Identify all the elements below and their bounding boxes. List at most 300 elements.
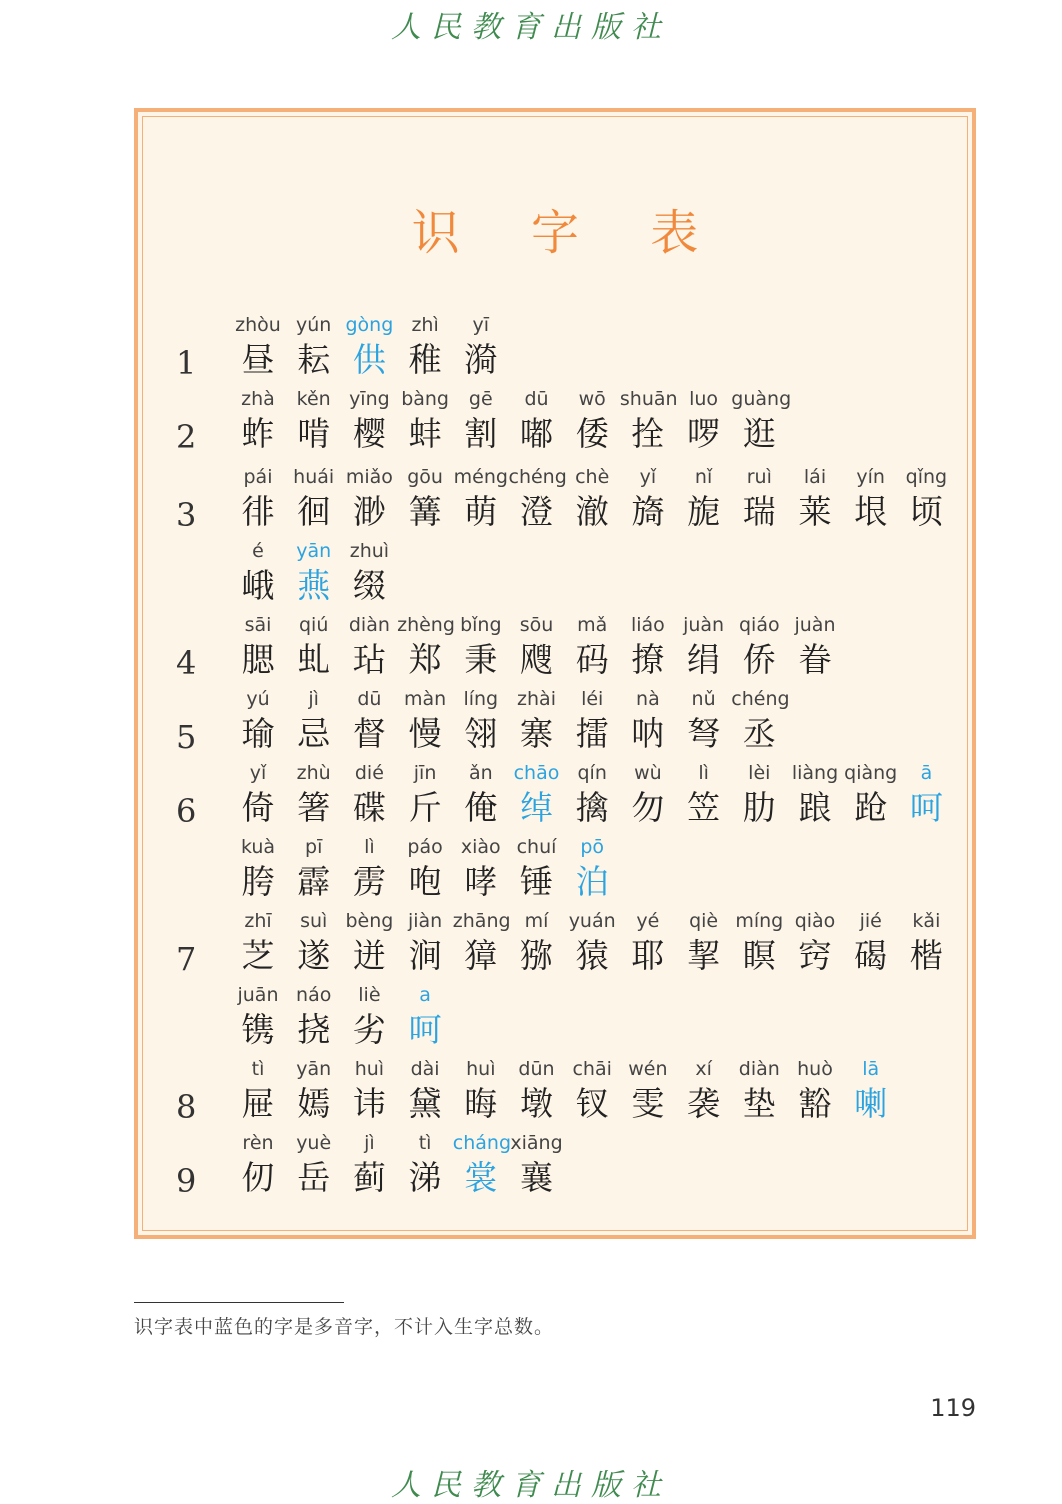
- pinyin: ruì: [746, 466, 772, 488]
- pinyin: kǎi: [912, 910, 941, 932]
- hanzi: 袭: [687, 1084, 721, 1123]
- page-title: 识 字 表: [411, 205, 727, 261]
- character-cell: [676, 760, 732, 838]
- pinyin: màn: [403, 688, 447, 710]
- hanzi: 撩: [631, 640, 665, 679]
- pinyin: gōu: [407, 466, 443, 488]
- pinyin: cháng: [452, 1132, 512, 1154]
- hanzi: 昼: [241, 340, 275, 379]
- pinyin: chāi: [572, 1058, 612, 1080]
- pinyin: liàng: [791, 762, 839, 784]
- character-cell: [341, 386, 397, 464]
- hanzi: 讳: [352, 1084, 386, 1123]
- character-cell: [787, 464, 843, 542]
- pinyin: lèi: [748, 762, 771, 784]
- hanzi: 寨: [520, 714, 553, 753]
- character-row: [138, 312, 972, 390]
- pinyin: tì: [418, 1132, 432, 1154]
- pinyin: méng: [453, 466, 508, 488]
- character-cell: [453, 834, 509, 912]
- publisher-logo-top: 人民教育出版社: [391, 10, 671, 45]
- character-cell: [620, 686, 676, 764]
- character-cell: [230, 464, 286, 542]
- pinyin: nà: [636, 688, 660, 710]
- character-cell: [397, 1130, 453, 1208]
- pinyin: rèn: [242, 1132, 274, 1154]
- lesson-number: 4: [176, 644, 197, 682]
- character-cell: [397, 612, 453, 690]
- hanzi: 挠: [297, 1010, 331, 1049]
- hanzi: 獐: [464, 936, 498, 975]
- hanzi: 胯: [241, 862, 275, 901]
- hanzi: 踉: [798, 788, 832, 827]
- pinyin: páo: [407, 836, 443, 858]
- hanzi: 斤: [408, 788, 442, 827]
- character-cell: [731, 908, 787, 986]
- hanzi: 侨: [742, 640, 776, 679]
- pinyin: sōu: [519, 614, 554, 636]
- pinyin: dūn: [518, 1058, 555, 1080]
- hanzi: 慢: [408, 714, 442, 753]
- hanzi: 倚: [241, 788, 275, 827]
- character-row: [138, 464, 972, 542]
- hanzi: 徊: [297, 492, 331, 531]
- hanzi: 仞: [241, 1158, 275, 1197]
- character-cell: [787, 612, 843, 690]
- character-cell: [453, 612, 509, 690]
- pinyin: yǐ: [639, 466, 657, 488]
- lesson-number: 6: [176, 792, 197, 830]
- character-cell: [341, 538, 397, 616]
- pinyin: zhāng: [452, 910, 511, 932]
- lesson-number: 5: [176, 718, 197, 756]
- pinyin: qín: [577, 762, 607, 784]
- character-cell: [676, 464, 732, 542]
- character-cell: [341, 908, 397, 986]
- pinyin: chéng: [508, 466, 567, 488]
- character-cell: [230, 686, 286, 764]
- hanzi: 雯: [631, 1084, 665, 1123]
- hanzi: 割: [464, 414, 498, 453]
- hanzi: 肋: [742, 788, 776, 827]
- pinyin: chéng: [731, 688, 790, 710]
- character-cell: [564, 386, 620, 464]
- hanzi: 玷: [352, 640, 386, 679]
- hanzi: 雳: [352, 862, 386, 901]
- polyphonic-character: [341, 312, 397, 390]
- hanzi: 哮: [464, 862, 498, 901]
- character-row: [138, 908, 972, 986]
- hanzi: 呐: [631, 714, 665, 753]
- hanzi: 喇: [854, 1084, 888, 1123]
- character-cell: [620, 760, 676, 838]
- pinyin: liáo: [630, 614, 665, 636]
- character-cell: [397, 760, 453, 838]
- polyphonic-character: [564, 834, 620, 912]
- pinyin: liè: [358, 984, 381, 1006]
- pinyin: jì: [364, 1132, 375, 1154]
- pinyin: chāo: [513, 762, 560, 784]
- character-cell: [453, 686, 509, 764]
- hanzi: 供: [352, 340, 386, 379]
- pinyin: yé: [636, 910, 660, 932]
- character-cell: [230, 1056, 286, 1134]
- pinyin: qiú: [298, 614, 329, 636]
- hanzi: 挈: [687, 936, 721, 975]
- pinyin: juàn: [683, 614, 725, 636]
- pinyin: yǐ: [249, 762, 267, 784]
- polyphonic-character: [452, 1130, 512, 1208]
- pinyin: yān: [296, 1058, 332, 1080]
- character-row: [138, 612, 972, 690]
- pinyin: shuān: [619, 388, 678, 410]
- character-cell: [898, 464, 954, 542]
- character-cell: [397, 464, 453, 542]
- character-cell: [509, 908, 565, 986]
- hanzi: 擒: [575, 788, 609, 827]
- pinyin: chè: [575, 466, 610, 488]
- character-cell: [230, 312, 286, 390]
- pinyin: jì: [308, 688, 319, 710]
- character-cell: [341, 612, 397, 690]
- page-number: 119: [930, 1394, 976, 1422]
- character-cell: [564, 1056, 620, 1134]
- character-cell: [341, 1130, 397, 1208]
- pinyin: tì: [251, 1058, 265, 1080]
- character-cell: [341, 464, 397, 542]
- character-cell: [286, 1056, 342, 1134]
- hanzi: 翎: [464, 714, 498, 753]
- hanzi: 涧: [408, 936, 442, 975]
- character-cell: [286, 686, 342, 764]
- pinyin: jiàn: [407, 910, 443, 932]
- hanzi: 燕: [297, 566, 331, 605]
- hanzi: 忌: [297, 714, 331, 753]
- hanzi: 澈: [575, 492, 609, 531]
- polyphonic-character: [843, 1056, 899, 1134]
- pinyin: lái: [803, 466, 827, 488]
- character-cell: [286, 464, 342, 542]
- hanzi: 瑜: [241, 714, 275, 753]
- hanzi: 窍: [798, 936, 832, 975]
- pinyin: lā: [862, 1058, 880, 1080]
- character-cell: [286, 982, 342, 1060]
- character-cell: [230, 760, 286, 838]
- pinyin: dié: [354, 762, 384, 784]
- hanzi: 拴: [631, 414, 665, 453]
- hanzi: 瞑: [742, 936, 776, 975]
- footnote: 识字表中蓝色的字是多音字，不计入生字总数。: [134, 1316, 555, 1338]
- hanzi: 岳: [297, 1158, 331, 1197]
- polyphonic-character: [397, 982, 453, 1060]
- hanzi: 跄: [854, 788, 888, 827]
- character-cell: [286, 312, 342, 390]
- hanzi: 墩: [520, 1084, 553, 1123]
- character-cell: [230, 612, 286, 690]
- pinyin: yú: [246, 688, 270, 710]
- character-cell: [286, 760, 342, 838]
- pinyin: xiāng: [510, 1132, 563, 1154]
- character-cell: [397, 312, 453, 390]
- hanzi: 遂: [297, 936, 331, 975]
- character-cell: [564, 908, 620, 986]
- character-cell: [676, 908, 732, 986]
- hanzi: 码: [575, 640, 609, 679]
- pinyin: zhèng: [397, 614, 455, 636]
- pinyin: gòng: [345, 314, 394, 336]
- pinyin: wō: [578, 388, 606, 410]
- pinyin: juān: [237, 984, 279, 1006]
- pinyin: zhì: [411, 314, 439, 336]
- hanzi: 漪: [464, 340, 498, 379]
- pinyin: xí: [695, 1058, 712, 1080]
- pinyin: chuí: [516, 836, 557, 858]
- hanzi: 楷: [909, 936, 943, 975]
- pinyin: líng: [463, 688, 499, 710]
- hanzi: 勿: [631, 788, 665, 827]
- hanzi: 呵: [909, 788, 943, 827]
- hanzi: 秉: [464, 640, 498, 679]
- hanzi: 猕: [520, 936, 553, 975]
- hanzi: 劣: [352, 1010, 386, 1049]
- character-cell: [341, 760, 397, 838]
- character-cell: [453, 908, 509, 986]
- hanzi: 涕: [408, 1158, 442, 1197]
- polyphonic-character: [898, 760, 954, 838]
- hanzi: 猿: [575, 936, 609, 975]
- character-cell: [341, 834, 397, 912]
- pinyin: wén: [628, 1058, 668, 1080]
- pinyin: qiào: [794, 910, 836, 932]
- hanzi: 擂: [575, 714, 609, 753]
- character-row: [138, 538, 972, 616]
- character-row: [138, 760, 972, 838]
- character-cell: [341, 982, 397, 1060]
- pinyin: huái: [293, 466, 335, 488]
- pinyin: lì: [698, 762, 709, 784]
- hanzi: 逛: [742, 414, 776, 453]
- footnote-divider: [134, 1302, 344, 1303]
- pinyin: qiáo: [738, 614, 780, 636]
- character-cell: [620, 386, 676, 464]
- pinyin: suì: [300, 910, 328, 932]
- pinyin: yún: [296, 314, 332, 336]
- character-cell: [453, 312, 509, 390]
- hanzi: 莱: [798, 492, 832, 531]
- pinyin: pō: [580, 836, 605, 858]
- lesson-number: 2: [176, 418, 197, 456]
- pinyin: pái: [243, 466, 273, 488]
- hanzi: 襄: [520, 1158, 553, 1197]
- character-cell: [564, 612, 620, 690]
- pinyin: yīng: [349, 388, 390, 410]
- pinyin: kěn: [296, 388, 331, 410]
- character-cell: [230, 538, 286, 616]
- pinyin: diàn: [738, 1058, 780, 1080]
- hanzi: 瑞: [742, 492, 776, 531]
- character-cell: [731, 1056, 787, 1134]
- character-cell: [397, 1056, 453, 1134]
- hanzi: 咆: [408, 862, 442, 901]
- hanzi: 豁: [798, 1084, 832, 1123]
- pinyin: zhuì: [349, 540, 390, 562]
- pinyin: dū: [524, 388, 549, 410]
- hanzi: 蓟: [352, 1158, 386, 1197]
- pinyin: huì: [354, 1058, 385, 1080]
- pinyin: bàng: [401, 388, 449, 410]
- hanzi: 稚: [408, 340, 442, 379]
- pinyin: náo: [296, 984, 332, 1006]
- character-cell: [230, 982, 286, 1060]
- hanzi: 渺: [352, 492, 386, 531]
- pinyin: a: [419, 984, 431, 1006]
- character-cell: [731, 612, 787, 690]
- pinyin: yín: [856, 466, 885, 488]
- pinyin: léi: [581, 688, 604, 710]
- character-cell: [397, 686, 453, 764]
- character-cell: [843, 464, 899, 542]
- character-cell: [564, 760, 620, 838]
- publisher-logo-bottom: 人民教育出版社: [391, 1468, 671, 1503]
- character-cell: [286, 612, 342, 690]
- pinyin: zhài: [517, 688, 556, 710]
- pinyin: miǎo: [345, 466, 393, 488]
- pinyin: huò: [797, 1058, 833, 1080]
- character-cell: [731, 760, 787, 838]
- hanzi: 篝: [408, 492, 442, 531]
- character-cell: [286, 834, 342, 912]
- character-cell: [509, 1056, 565, 1134]
- pinyin: yān: [296, 540, 332, 562]
- hanzi: 啃: [297, 414, 331, 453]
- hanzi: 峨: [241, 566, 275, 605]
- character-cell: [843, 760, 899, 838]
- pinyin: xiào: [460, 836, 501, 858]
- character-cell: [787, 908, 843, 986]
- hanzi: 垠: [854, 492, 888, 531]
- pinyin: sāi: [244, 614, 272, 636]
- character-cell: [397, 386, 453, 464]
- character-cell: [453, 1056, 509, 1134]
- pinyin: yuán: [568, 910, 616, 932]
- character-row: [138, 1130, 972, 1208]
- character-cell: [341, 686, 397, 764]
- pinyin: kuà: [240, 836, 276, 858]
- lesson-number: 1: [176, 344, 197, 382]
- hanzi: 俺: [464, 788, 498, 827]
- hanzi: 泊: [575, 862, 609, 901]
- hanzi: 萌: [464, 492, 498, 531]
- character-cell: [620, 612, 676, 690]
- lesson-number: 8: [176, 1088, 197, 1126]
- character-cell: [509, 834, 565, 912]
- character-cell: [509, 1130, 565, 1208]
- hanzi: 顷: [909, 492, 943, 531]
- pinyin: jié: [859, 910, 882, 932]
- lesson-number: 7: [176, 940, 197, 978]
- character-cell: [898, 908, 954, 986]
- pinyin: é: [252, 540, 264, 562]
- character-cell: [731, 464, 787, 542]
- pinyin: dài: [410, 1058, 440, 1080]
- pinyin: bǐng: [460, 614, 502, 636]
- hanzi: 丞: [742, 714, 776, 753]
- hanzi: 嘟: [520, 414, 553, 453]
- pinyin: ǎn: [468, 762, 493, 784]
- character-cell: [509, 386, 565, 464]
- polyphonic-character: [286, 538, 342, 616]
- character-cell: [341, 1056, 397, 1134]
- pinyin: jīn: [413, 762, 437, 784]
- hanzi: 耘: [297, 340, 331, 379]
- character-cell: [397, 834, 453, 912]
- character-cell: [230, 1130, 286, 1208]
- hanzi: 飕: [520, 640, 553, 679]
- character-cell: [620, 908, 676, 986]
- hanzi: 眷: [798, 640, 832, 679]
- polyphonic-character: [509, 760, 565, 838]
- hanzi: 樱: [352, 414, 386, 453]
- hanzi: 钗: [575, 1084, 609, 1123]
- hanzi: 晦: [464, 1084, 498, 1123]
- hanzi: 虬: [297, 640, 331, 679]
- character-cell: [230, 834, 286, 912]
- hanzi: 蚱: [241, 414, 275, 453]
- pinyin: diàn: [348, 614, 390, 636]
- character-cell: [564, 464, 620, 542]
- character-row: [138, 834, 972, 912]
- pinyin: luo: [689, 388, 719, 410]
- character-cell: [286, 908, 342, 986]
- pinyin: qiàng: [844, 762, 898, 784]
- hanzi: 耶: [631, 936, 665, 975]
- hanzi: 啰: [687, 414, 721, 453]
- hanzi: 镌: [241, 1010, 275, 1049]
- hanzi: 碟: [352, 788, 386, 827]
- lesson-number: 3: [176, 496, 197, 534]
- hanzi: 旎: [687, 492, 721, 531]
- character-cell: [509, 612, 565, 690]
- hanzi: 笠: [687, 788, 721, 827]
- character-cell: [509, 464, 565, 542]
- character-cell: [787, 1056, 843, 1134]
- character-table-panel: [134, 108, 976, 1239]
- hanzi: 徘: [241, 492, 275, 531]
- character-row: [138, 1056, 972, 1134]
- character-cell: [676, 612, 732, 690]
- hanzi: 霹: [297, 862, 331, 901]
- hanzi: 绢: [687, 640, 721, 679]
- character-cell: [286, 386, 342, 464]
- hanzi: 箸: [297, 788, 331, 827]
- character-row: [138, 686, 972, 764]
- character-cell: [230, 908, 286, 986]
- pinyin: qiè: [689, 910, 719, 932]
- character-cell: [731, 386, 792, 464]
- pinyin: bèng: [345, 910, 394, 932]
- hanzi: 裳: [464, 1158, 498, 1197]
- character-cell: [620, 464, 676, 542]
- pinyin: lì: [364, 836, 375, 858]
- character-cell: [453, 760, 509, 838]
- pinyin: huì: [466, 1058, 496, 1080]
- hanzi: 旖: [631, 492, 665, 531]
- hanzi: 黛: [408, 1084, 442, 1123]
- character-cell: [286, 1130, 342, 1208]
- lesson-number: 9: [176, 1162, 197, 1200]
- pinyin: zhà: [241, 388, 275, 410]
- pinyin: yuè: [296, 1132, 332, 1154]
